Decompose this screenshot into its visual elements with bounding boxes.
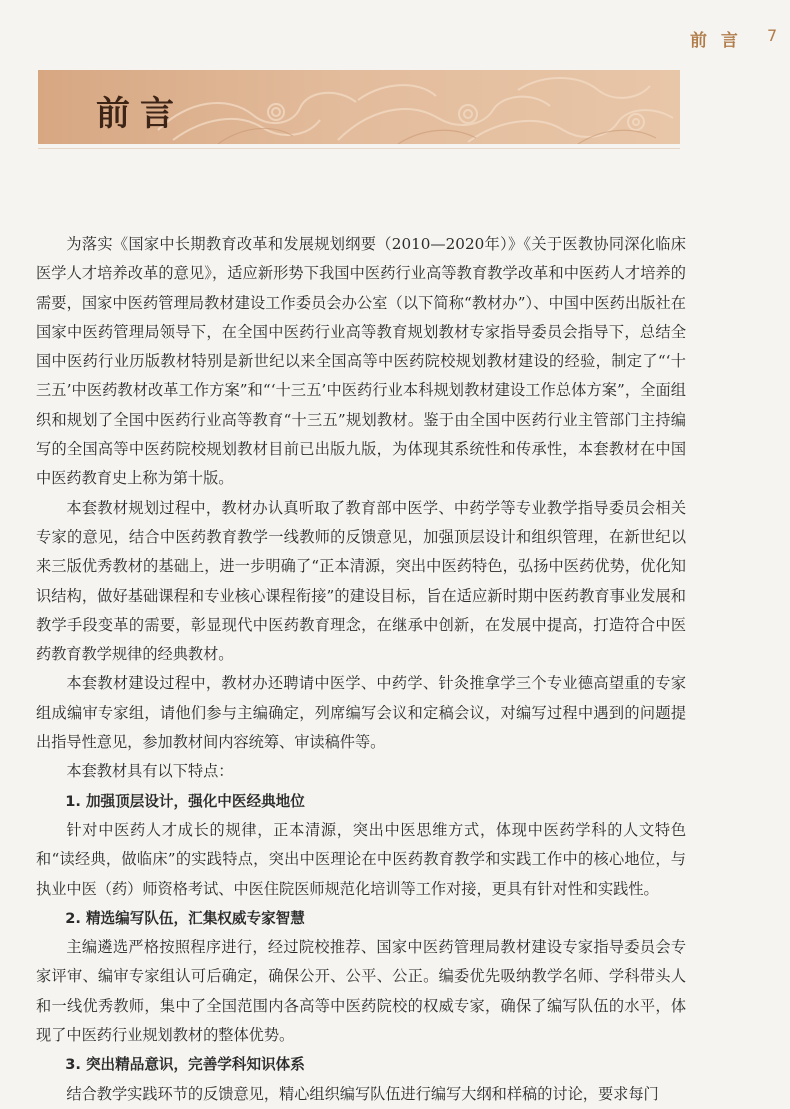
paragraph: 本套教材规划过程中，教材办认真听取了教育部中医学、中药学等专业教学指导委员会相关专家的意见，结合中医药教育教学一线教师的反馈意见，加强顶层设计和组织管理，在新世纪以来三版优秀教材的基础上，进一步明确了“正本清源，突出中医药特色，弘扬中医药优势，优化知识结构，做好基础课程和专业核心课程衔接”的建设目标，旨在适应新时期中医药教育事业发展和教学手段变革的需要，彰显现代中医药教育理念，在继承中创新，在发展中提高，打造符合中医药教育教学规律的经典教材。 xyxy=(36,498,686,664)
page-number: 7 xyxy=(767,26,778,45)
section-heading: 2. 精选编写队伍，汇集权威专家智慧 xyxy=(65,909,305,927)
running-header xyxy=(0,26,790,50)
section-heading: 3. 突出精品意识，完善学科知识体系 xyxy=(65,1056,305,1074)
paragraph: 针对中医药人才成长的规律，正本清源，突出中医思维方式，体现中医药学科的人文特色和“读经典，做临床”的实践特点，突出中医理论在中医药教育教学和实践工作中的核心地位，与执业中医（药）师资格考试、中医住院医师规范化培训等工作对接，更具有针对性和实践性。 xyxy=(36,820,686,898)
paragraph: 结合教学实践环节的反馈意见，精心组织编写队伍进行编写大纲和样稿的讨论，要求每门 xyxy=(66,1084,659,1103)
divider xyxy=(38,148,680,149)
running-header-title: 前 言 xyxy=(690,31,742,51)
chapter-title: 前言 xyxy=(96,94,184,134)
paragraph: 本套教材具有以下特点： xyxy=(66,762,234,781)
preface-body xyxy=(36,230,686,1109)
paragraph: 本套教材建设过程中，教材办还聘请中医学、中药学、针灸推拿学三个专业德高望重的专家组成编审专家组，请他们参与主编确定，列席编写会议和定稿会议，对编写过程中遇到的问题提出指导性意见，参加教材间内容统筹、审读稿件等。 xyxy=(36,674,686,752)
paragraph: 为落实《国家中长期教育改革和发展规划纲要（2010—2020年）》《关于医教协同深化临床医学人才培养改革的意见》，适应新形势下我国中医药行业高等教育教学改革和中医药人才培养的需要，国家中医药管理局教材建设工作委员会办公室（以下简称“教材办”）、中国中医药出版社在国家中医药管理局领导下，在全国中医药行业高等教育规划教材专家指导委员会指导下，总结全国中医药行业历版教材特别是新世纪以来全国高等中医药院校规划教材建设的经验，制定了“‘十三五’中医药教材改革工作方案”和“‘十三五’中医药行业本科规划教材建设工作总体方案”，全面组织和规划了全国中医药行业高等教育“十三五”规划教材。鉴于由全国中医药行业主管部门主持编写的全国高等中医药院校规划教材目前已出版九版，为体现其系统性和传承性，本套教材在中国中医药教育史上称为第十版。 xyxy=(36,235,686,488)
chapter-banner xyxy=(38,70,680,144)
paragraph: 主编遴选严格按照程序进行，经过院校推荐、国家中医药管理局教材建设专家指导委员会专家评审、编审专家组认可后确定，确保公开、公平、公正。编委优先吸纳教学名师、学科带头人和一线优秀教师，集中了全国范围内各高等中医药院校的权威专家，确保了编写队伍的水平，体现了中医药行业规划教材的整体优势。 xyxy=(36,938,686,1045)
section-heading: 1. 加强顶层设计，强化中医经典地位 xyxy=(65,792,305,810)
